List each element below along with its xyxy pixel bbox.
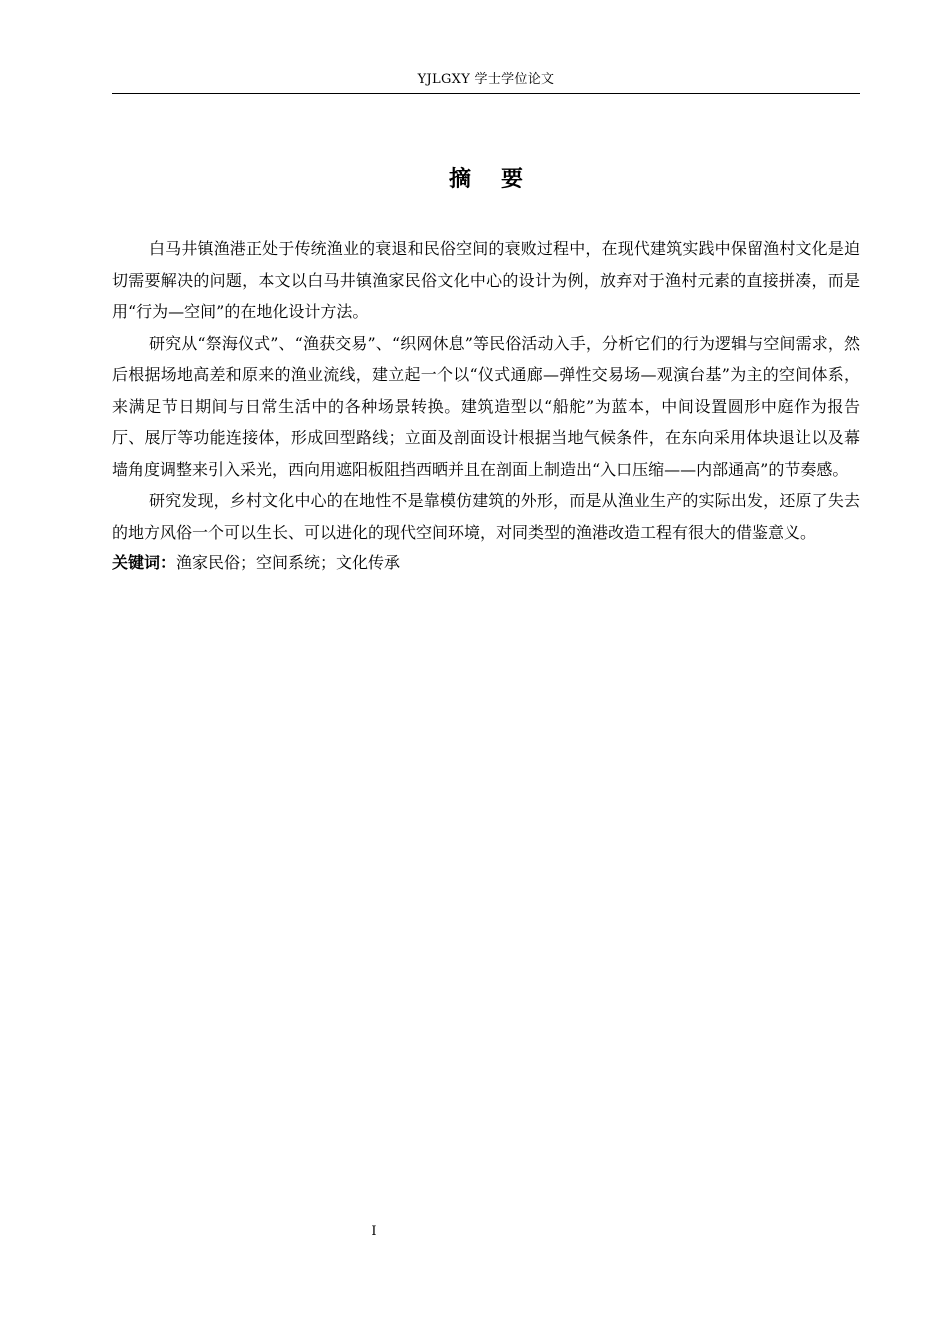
abstract-paragraph-1: 白马井镇渔港正处于传统渔业的衰退和民俗空间的衰败过程中，在现代建筑实践中保留渔村文化是迫切需要解决的问题，本文以白马井镇渔家民俗文化中心的设计为例，放弃对于渔村元素的直接拼凑，而是用“行为—空间”的在地化设计方法。 (112, 239, 860, 321)
header-rule (112, 93, 860, 94)
keywords-text: 渔家民俗；空间系统；文化传承 (176, 553, 401, 572)
abstract-paragraph-3: 研究发现，乡村文化中心的在地性不是靠模仿建筑的外形，而是从渔业生产的实际出发，还原了失去的地方风俗一个可以生长、可以进化的现代空间环境，对同类型的渔港改造工程有很大的借鉴意义。 (112, 491, 860, 542)
abstract-paragraph-2: 研究从“祭海仪式”、“渔获交易”、“织网休息”等民俗活动入手，分析它们的行为逻辑与空间需求，然后根据场地高差和原来的渔业流线，建立起一个以“仪式通廊—弹性交易场—观演台基”为主的空间体系，来满足节日期间与日常生活中的各种场景转换。建筑造型以“船舵”为蓝本，中间设置圆形中庭作为报告厅、展厅等功能连接体，形成回型路线；立面及剖面设计根据当地气候条件，在东向采用体块退让以及幕墙角度调整来引入采光，西向用遮阳板阻挡西晒并且在剖面上制造出“入口压缩——内部通高”的节奏感。 (112, 333, 860, 479)
keywords-label: 关键词： (112, 553, 177, 572)
running-header: YJLGXY 学士学位论文 (417, 72, 555, 87)
abstract-title: 摘要 (448, 167, 553, 192)
keywords-line (112, 548, 860, 578)
abstract-body (112, 233, 860, 578)
page-number: I (371, 1224, 377, 1239)
